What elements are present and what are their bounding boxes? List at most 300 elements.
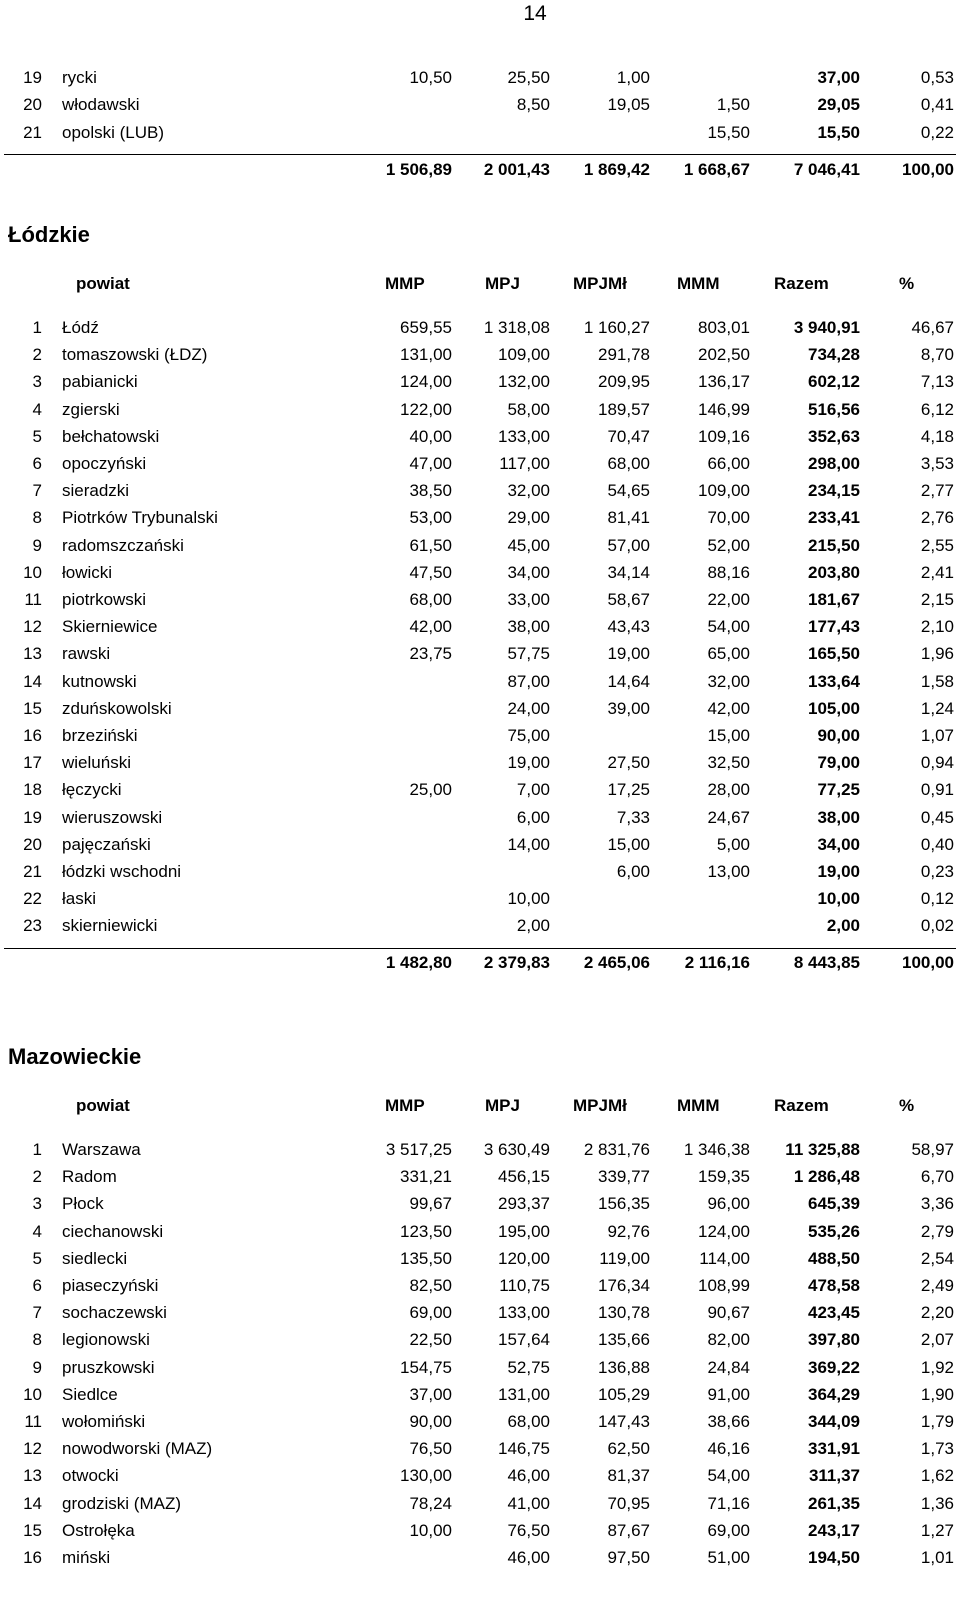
percent-value: 1,62 xyxy=(920,1466,954,1486)
percent-value: 6,70 xyxy=(920,1167,954,1187)
mpj-value: 109,00 xyxy=(498,345,550,365)
column-header-mpj: MPJ xyxy=(485,274,520,293)
mpj-value: 146,75 xyxy=(498,1439,550,1459)
mmm-value: 54,00 xyxy=(707,617,750,637)
table-row xyxy=(0,1358,960,1385)
mpjml-value: 14,64 xyxy=(607,671,650,691)
mpjml-value: 87,67 xyxy=(607,1520,650,1540)
mmp-value: 38,50 xyxy=(409,481,452,501)
powiat-name: piotrkowski xyxy=(62,590,147,609)
table-row xyxy=(0,889,960,916)
mmm-value: 46,16 xyxy=(707,1439,750,1459)
powiat-name: rycki xyxy=(62,68,97,87)
table-row xyxy=(0,536,960,563)
mmm-value: 109,00 xyxy=(698,481,750,501)
mmp-value: 37,00 xyxy=(409,1384,452,1404)
razem-value: 243,17 xyxy=(808,1520,860,1540)
section-title-mazowieckie: Mazowieckie xyxy=(8,1044,142,1069)
mmm-value: 803,01 xyxy=(698,318,750,337)
mpj-value: 46,00 xyxy=(507,1466,550,1486)
row-number: 23 xyxy=(23,916,42,936)
mmp-value: 42,00 xyxy=(409,617,452,637)
table-row xyxy=(0,590,960,617)
mmp-value: 130,00 xyxy=(400,1466,452,1486)
razem-value: 344,09 xyxy=(808,1412,860,1431)
mmm-value: 24,67 xyxy=(707,807,750,827)
table-row xyxy=(0,1249,960,1276)
powiat-name: piaseczyński xyxy=(62,1276,159,1295)
mpjml-value: 291,78 xyxy=(598,345,650,365)
powiat-name: Płock xyxy=(62,1194,104,1214)
table-row xyxy=(0,454,960,481)
mpj-value: 25,50 xyxy=(507,68,550,87)
powiat-name: pabianicki xyxy=(62,372,138,392)
powiat-name: Skierniewice xyxy=(62,617,158,637)
row-number: 15 xyxy=(23,698,42,718)
powiat-name: rawski xyxy=(62,644,111,664)
mmm-value: 96,00 xyxy=(707,1194,750,1214)
razem-value: 215,50 xyxy=(808,535,860,555)
mpjml-value: 156,35 xyxy=(598,1194,650,1214)
table-row xyxy=(0,372,960,399)
percent-value: 0,40 xyxy=(920,834,954,854)
percent-value: 6,12 xyxy=(920,399,954,419)
mmp-value: 47,50 xyxy=(409,562,452,582)
razem-value: 261,35 xyxy=(808,1493,860,1513)
mpjml-value: 27,50 xyxy=(607,753,650,773)
row-number: 18 xyxy=(23,780,42,800)
percent-value: 1,01 xyxy=(920,1548,954,1567)
table-row xyxy=(0,617,960,644)
column-header-mpjml: MPJMł xyxy=(573,274,627,293)
mpj-value: 32,00 xyxy=(507,481,550,501)
mpjml-value: 39,00 xyxy=(607,698,650,718)
razem-value: 181,67 xyxy=(808,590,860,609)
percent-value: 1,36 xyxy=(920,1493,954,1513)
powiat-name: wieluński xyxy=(62,753,131,773)
mpjml-value: 81,41 xyxy=(607,508,650,528)
razem-value: 331,91 xyxy=(808,1439,860,1459)
mpj-value: 41,00 xyxy=(507,1493,550,1513)
percent-value: 0,41 xyxy=(920,95,954,115)
row-number: 20 xyxy=(23,834,42,854)
table-row xyxy=(0,753,960,780)
mmp-value: 23,75 xyxy=(409,644,452,664)
table-row xyxy=(0,1412,960,1439)
percent-value: 0,91 xyxy=(920,780,954,800)
mmp-value: 61,50 xyxy=(409,535,452,555)
mmm-value: 146,99 xyxy=(698,399,750,419)
powiat-name: bełchatowski xyxy=(62,426,160,446)
mpj-value: 195,00 xyxy=(498,1221,550,1241)
column-header-pct: % xyxy=(899,1096,915,1115)
mpj-value: 133,00 xyxy=(498,1303,550,1323)
table-row xyxy=(0,1439,960,1466)
mpjml-value: 1 160,27 xyxy=(583,318,650,337)
mpj-value: 57,75 xyxy=(507,644,550,664)
powiat-name: włodawski xyxy=(62,95,140,115)
table-row xyxy=(0,699,960,726)
row-number: 20 xyxy=(23,95,42,115)
row-number: 8 xyxy=(32,508,42,528)
mpj-value: 29,00 xyxy=(507,508,550,528)
table-row xyxy=(0,400,960,427)
column-header-powiat: powiat xyxy=(76,274,130,293)
total-mmm-value: 2 116,16 xyxy=(684,953,750,972)
percent-value: 2,77 xyxy=(920,481,954,501)
mmm-value: 51,00 xyxy=(707,1548,750,1567)
mpjml-value: 119,00 xyxy=(599,1248,650,1268)
mpj-value: 76,50 xyxy=(507,1520,550,1540)
mpj-value: 45,00 xyxy=(507,535,550,555)
column-header-mmm: MMM xyxy=(677,274,720,293)
mpjml-value: 176,34 xyxy=(598,1276,650,1295)
row-number: 2 xyxy=(32,1167,42,1187)
mmm-value: 71,16 xyxy=(707,1493,750,1513)
mpj-value: 14,00 xyxy=(507,834,550,854)
table-row xyxy=(0,835,960,862)
mpj-value: 58,00 xyxy=(507,399,550,419)
mmp-value: 40,00 xyxy=(409,426,452,446)
row-number: 9 xyxy=(32,535,42,555)
mmm-value: 70,00 xyxy=(707,508,750,528)
powiat-name: legionowski xyxy=(62,1330,150,1350)
row-number: 11 xyxy=(24,590,42,609)
percent-value: 2,76 xyxy=(920,508,954,528)
table-row xyxy=(0,427,960,454)
mmp-value: 131,00 xyxy=(400,345,452,365)
column-header-powiat: powiat xyxy=(76,1096,130,1115)
row-number: 19 xyxy=(23,68,42,87)
mmm-value: 66,00 xyxy=(707,454,750,473)
mpj-value: 10,00 xyxy=(507,889,550,909)
percent-value: 46,67 xyxy=(911,318,954,337)
mpj-value: 2,00 xyxy=(516,916,550,936)
mpjml-value: 135,66 xyxy=(598,1330,650,1350)
column-header-mmm: MMM xyxy=(677,1096,720,1115)
row-number: 10 xyxy=(23,562,42,582)
mpjml-value: 70,95 xyxy=(607,1493,650,1513)
row-number: 16 xyxy=(23,726,42,745)
total-mpj-value: 2 379,83 xyxy=(483,953,550,972)
powiat-name: łódzki wschodni xyxy=(62,862,182,881)
percent-value: 0,45 xyxy=(920,807,954,827)
mmm-value: 124,00 xyxy=(698,1221,750,1241)
percent-value: 2,54 xyxy=(920,1248,954,1268)
row-number: 7 xyxy=(32,1303,42,1323)
mmp-value: 123,50 xyxy=(400,1221,452,1241)
header-row xyxy=(0,274,960,301)
percent-value: 3,36 xyxy=(920,1194,954,1214)
total-row xyxy=(0,953,960,980)
row-number: 13 xyxy=(23,644,42,664)
total-razem-value: 8 443,85 xyxy=(793,953,860,972)
column-header-razem: Razem xyxy=(774,274,829,293)
powiat-name: łęczycki xyxy=(62,780,122,800)
percent-value: 8,70 xyxy=(920,345,954,365)
razem-value: 19,00 xyxy=(817,862,860,881)
percent-value: 2,15 xyxy=(920,590,954,609)
mpjml-value: 19,00 xyxy=(607,644,650,664)
row-number: 5 xyxy=(32,1248,42,1268)
powiat-name: tomaszowski (ŁDZ) xyxy=(62,345,208,365)
mmm-value: 114,00 xyxy=(699,1248,750,1268)
total-divider xyxy=(4,948,956,949)
powiat-name: Piotrków Trybunalski xyxy=(62,508,218,528)
mpjml-value: 57,00 xyxy=(607,535,650,555)
razem-value: 397,80 xyxy=(808,1330,860,1350)
percent-value: 2,55 xyxy=(920,535,954,555)
razem-value: 203,80 xyxy=(808,562,860,582)
razem-value: 165,50 xyxy=(808,644,860,664)
mpjml-value: 62,50 xyxy=(607,1439,650,1459)
razem-value: 488,50 xyxy=(808,1248,860,1268)
mpj-value: 34,00 xyxy=(507,562,550,582)
percent-value: 2,49 xyxy=(920,1276,954,1295)
mmm-value: 54,00 xyxy=(707,1466,750,1486)
powiat-name: opoczyński xyxy=(62,454,147,473)
powiat-name: nowodworski (MAZ) xyxy=(62,1439,213,1459)
powiat-name: Łódź xyxy=(62,318,99,337)
mpj-value: 19,00 xyxy=(507,753,550,773)
column-header-mpj: MPJ xyxy=(485,1096,520,1115)
mmm-value: 5,00 xyxy=(716,834,750,854)
percent-value: 1,24 xyxy=(920,698,954,718)
mmp-value: 154,75 xyxy=(400,1357,452,1377)
table-row xyxy=(0,1167,960,1194)
razem-value: 37,00 xyxy=(817,68,860,87)
mpjml-value: 7,33 xyxy=(616,807,650,827)
row-number: 16 xyxy=(23,1548,42,1567)
mpjml-value: 147,43 xyxy=(598,1412,650,1431)
powiat-name: siedlecki xyxy=(62,1248,128,1268)
mpj-value: 68,00 xyxy=(507,1412,550,1431)
table-row xyxy=(0,1276,960,1303)
row-number: 1 xyxy=(32,318,42,337)
percent-value: 4,18 xyxy=(920,426,954,446)
razem-value: 133,64 xyxy=(808,671,860,691)
razem-value: 105,00 xyxy=(808,698,860,718)
total-mpjml-value: 2 465,06 xyxy=(583,953,650,972)
mmm-value: 24,84 xyxy=(707,1357,750,1377)
mpjml-value: 70,47 xyxy=(607,426,650,446)
page-number: 14 xyxy=(523,2,547,25)
table-row xyxy=(0,1194,960,1221)
powiat-name: ciechanowski xyxy=(62,1221,164,1241)
percent-value: 1,96 xyxy=(920,644,954,664)
mmm-value: 91,00 xyxy=(707,1384,750,1404)
percent-value: 2,07 xyxy=(920,1330,954,1350)
powiat-name: kutnowski xyxy=(62,671,137,691)
mmm-value: 22,00 xyxy=(707,590,750,609)
razem-value: 602,12 xyxy=(808,372,860,392)
razem-value: 535,26 xyxy=(808,1221,860,1241)
percent-value: 58,97 xyxy=(911,1140,954,1159)
razem-value: 2,00 xyxy=(826,916,860,936)
mmm-value: 42,00 xyxy=(707,698,750,718)
mmm-value: 28,00 xyxy=(707,780,750,800)
mmm-value: 82,00 xyxy=(707,1330,750,1350)
powiat-name: Ostrołęka xyxy=(62,1520,135,1540)
razem-value: 516,56 xyxy=(808,399,860,419)
mmm-value: 38,66 xyxy=(707,1412,750,1431)
mpj-value: 110,75 xyxy=(499,1276,550,1295)
header-row xyxy=(0,1096,960,1123)
mmm-value: 202,50 xyxy=(698,345,750,365)
razem-value: 234,15 xyxy=(808,481,860,501)
row-number: 5 xyxy=(32,426,42,446)
table-row xyxy=(0,916,960,943)
mmp-value: 76,50 xyxy=(409,1439,452,1459)
mpjml-value: 189,57 xyxy=(598,399,650,419)
percent-value: 1,79 xyxy=(920,1412,954,1431)
mmp-value: 25,00 xyxy=(409,780,452,800)
total-mpj-value: 2 001,43 xyxy=(483,160,550,179)
percent-value: 0,02 xyxy=(920,916,954,936)
mmm-value: 32,50 xyxy=(707,753,750,773)
table-row xyxy=(0,862,960,889)
table-row xyxy=(0,1222,960,1249)
row-number: 3 xyxy=(32,1194,42,1214)
row-number: 19 xyxy=(23,807,42,827)
mmp-value: 82,50 xyxy=(409,1276,452,1295)
row-number: 10 xyxy=(23,1384,42,1404)
mpjml-value: 17,25 xyxy=(607,780,650,800)
mmm-value: 15,50 xyxy=(707,122,750,142)
mmp-value: 135,50 xyxy=(400,1248,452,1268)
percent-value: 7,13 xyxy=(920,372,954,392)
row-number: 4 xyxy=(32,399,42,419)
razem-value: 38,00 xyxy=(817,807,860,827)
mmm-value: 108,99 xyxy=(698,1276,750,1295)
mmm-value: 1,50 xyxy=(716,95,750,115)
table-row xyxy=(0,726,960,753)
powiat-name: Radom xyxy=(62,1167,117,1187)
mpjml-value: 54,65 xyxy=(607,481,650,501)
mmp-value: 78,24 xyxy=(409,1493,452,1513)
mmm-value: 109,16 xyxy=(698,426,750,446)
mpj-value: 33,00 xyxy=(507,590,550,609)
row-number: 12 xyxy=(23,1439,42,1459)
mpjml-value: 209,95 xyxy=(598,372,650,392)
mpjml-value: 58,67 xyxy=(607,590,650,609)
mmp-value: 53,00 xyxy=(409,508,452,528)
mpj-value: 120,00 xyxy=(498,1248,550,1268)
mmm-value: 32,00 xyxy=(707,671,750,691)
column-header-razem: Razem xyxy=(774,1096,829,1115)
row-number: 15 xyxy=(23,1520,42,1540)
column-header-mmp: MMP xyxy=(385,274,425,293)
total-mmp-value: 1 482,80 xyxy=(385,953,452,972)
percent-value: 0,53 xyxy=(920,68,954,87)
powiat-name: Warszawa xyxy=(62,1140,141,1159)
table-row xyxy=(0,1385,960,1412)
row-number: 6 xyxy=(32,1276,42,1295)
total-percent-value: 100,00 xyxy=(902,953,954,972)
razem-value: 3 940,91 xyxy=(793,318,860,337)
mpjml-value: 105,29 xyxy=(598,1384,650,1404)
total-mmm-value: 1 668,67 xyxy=(683,160,750,179)
column-header-mmp: MMP xyxy=(385,1096,425,1115)
total-divider xyxy=(4,154,956,155)
razem-value: 734,28 xyxy=(808,345,860,365)
mpj-value: 7,00 xyxy=(516,780,550,800)
razem-value: 369,22 xyxy=(808,1357,860,1377)
row-number: 11 xyxy=(24,1412,42,1431)
razem-value: 194,50 xyxy=(808,1548,860,1567)
powiat-name: zduńskowolski xyxy=(62,698,172,718)
mpj-value: 117,00 xyxy=(499,454,550,473)
mpj-value: 133,00 xyxy=(498,426,550,446)
table-row xyxy=(0,318,960,345)
percent-value: 0,12 xyxy=(920,889,954,909)
powiat-name: radomszczański xyxy=(62,535,184,555)
mpjml-value: 136,88 xyxy=(598,1357,650,1377)
razem-value: 77,25 xyxy=(817,780,860,800)
table-row xyxy=(0,1548,960,1575)
row-number: 12 xyxy=(23,617,42,637)
table-row xyxy=(0,1494,960,1521)
mpjml-value: 81,37 xyxy=(607,1466,650,1486)
column-header-pct: % xyxy=(899,274,915,293)
total-mpjml-value: 1 869,42 xyxy=(583,160,650,179)
powiat-name: wołomiński xyxy=(62,1412,146,1431)
mpjml-value: 2 831,76 xyxy=(583,1140,650,1159)
razem-value: 79,00 xyxy=(817,753,860,773)
mpj-value: 3 630,49 xyxy=(483,1140,550,1159)
razem-value: 478,58 xyxy=(808,1276,860,1295)
row-number: 22 xyxy=(23,889,42,909)
percent-value: 1,58 xyxy=(920,671,954,691)
razem-value: 364,29 xyxy=(808,1384,860,1404)
table-row xyxy=(0,1521,960,1548)
powiat-name: pruszkowski xyxy=(62,1357,155,1377)
mpj-value: 38,00 xyxy=(507,617,550,637)
powiat-name: łaski xyxy=(62,889,97,909)
mmp-value: 69,00 xyxy=(409,1303,452,1323)
table-row xyxy=(0,1466,960,1493)
mpj-value: 87,00 xyxy=(507,671,550,691)
mmp-value: 124,00 xyxy=(400,372,452,392)
percent-value: 2,10 xyxy=(920,617,954,637)
mpj-value: 157,64 xyxy=(498,1330,550,1350)
table-row xyxy=(0,780,960,807)
mpjml-value: 15,00 xyxy=(607,834,650,854)
mpjml-value: 43,43 xyxy=(607,617,650,637)
powiat-name: skierniewicki xyxy=(62,916,158,936)
mmp-value: 331,21 xyxy=(400,1167,452,1187)
row-number: 7 xyxy=(32,481,42,501)
powiat-name: pajęczański xyxy=(62,834,151,854)
mmp-value: 90,00 xyxy=(409,1412,452,1431)
powiat-name: Siedlce xyxy=(62,1384,118,1404)
percent-value: 2,20 xyxy=(920,1303,954,1323)
mmp-value: 122,00 xyxy=(400,399,452,419)
mmp-value: 10,00 xyxy=(409,1520,452,1540)
mmp-value: 3 517,25 xyxy=(385,1140,452,1159)
percent-value: 1,90 xyxy=(920,1384,954,1404)
powiat-name: otwocki xyxy=(62,1466,119,1486)
mmm-value: 88,16 xyxy=(707,562,750,582)
razem-value: 298,00 xyxy=(808,454,860,473)
mpjml-value: 6,00 xyxy=(616,862,650,881)
powiat-name: opolski (LUB) xyxy=(62,122,165,142)
row-number: 8 xyxy=(32,1330,42,1350)
powiat-name: łowicki xyxy=(62,562,113,582)
mmp-value: 659,55 xyxy=(400,318,452,337)
razem-value: 352,63 xyxy=(808,426,860,446)
powiat-name: zgierski xyxy=(62,399,120,419)
